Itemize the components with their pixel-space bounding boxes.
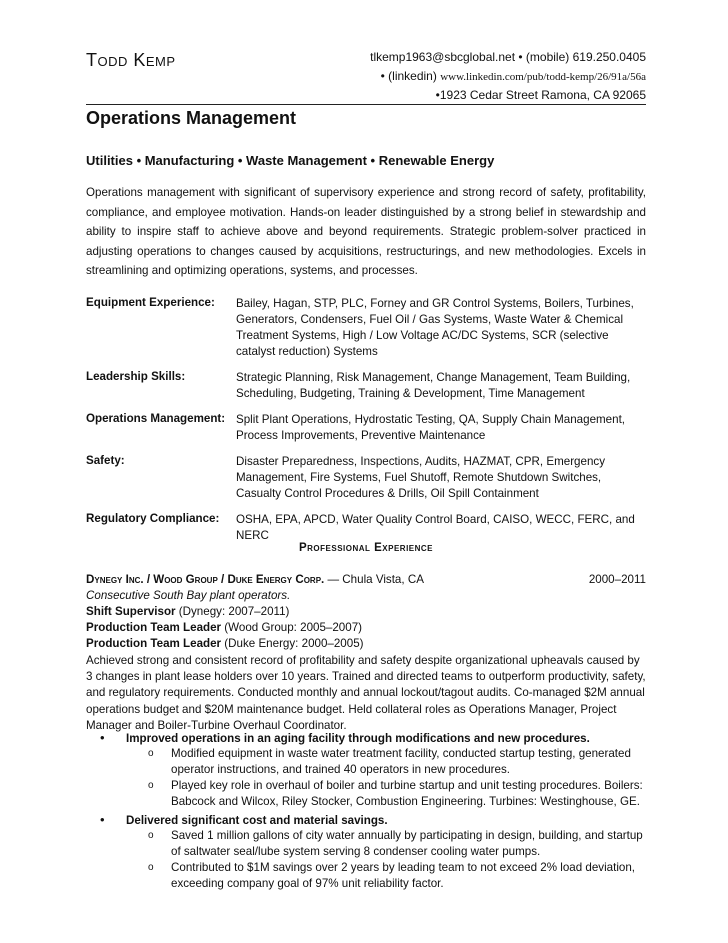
resume-page [86,0,646,943]
summary-paragraph: Operations management with significant of supervisory experience and strong record of safety, profitability, compliance, and employee motivation. Hands-on leader distinguished by a strong belief in stewardship and ability to inspire staff to achieve above and beyond requirements. Strategic problem-solver practiced in adjusting operations to changes caused by acquisitions, restructurings, and new methodologies. Excels in streamlining and optimizing operations, systems, and processes. [86,186,646,278]
linkedin-url[interactable]: www.linkedin.com/pub/todd-kemp/26/91a/56a [440,71,646,83]
job-location: — Chula Vista, CA [324,573,424,586]
circle-bullet-icon: o [148,830,154,841]
job-company: Dynegy Inc. / Wood Group / Duke Energy Corp. [86,573,325,586]
skill-label: Operations Management: [86,412,226,425]
skill-label: Safety: [86,454,125,467]
linkedin-prefix: • (linkedin) [380,69,441,83]
job-role [86,604,289,620]
achievement-heading: Delivered significant cost and material savings. [126,814,388,827]
role-title: Production Team Leader [86,637,222,650]
header-divider [86,104,646,105]
job-header [86,572,646,588]
skill-label: Leadership Skills: [86,370,186,383]
bullet-icon: • [100,812,105,827]
candidate-name: Todd Kemp [86,50,176,70]
skill-value: Disaster Preparedness, Inspections, Audits, HAZMAT, CPR, Emergency Management, Fire Systems, Fuel Shutoff, Remote Shutdown Switches, Casualty Control Procedures & Drills, Oil Spill Containment [236,455,605,500]
achievement-item: Modified equipment in waste water treatment facility, conducted startup testing, generated operator instructions, and trained 40 operators in new procedures. [171,747,631,776]
achievement-heading: Improved operations in an aging facility through modifications and new procedures. [126,732,590,745]
contact-email-phone: tlkemp1963@sbcglobal.net • (mobile) 619.250.0405 [370,50,646,64]
role-title: Shift Supervisor [86,605,176,618]
circle-bullet-icon: o [148,862,154,873]
skill-value: OSHA, EPA, APCD, Water Quality Control Board, CAISO, WECC, FERC, and NERC [236,513,635,542]
role-detail: (Wood Group: 2005–2007) [221,621,363,634]
skill-value: Strategic Planning, Risk Management, Change Management, Team Building, Scheduling, Budgeting, Training & Development, Time Management [236,371,631,400]
achievement-item: Played key role in overhaul of boiler and turbine startup and unit testing procedures. Boilers: Babcock and Wilcox, Riley Stocker, Combustion Engineering. Turbines: Westinghouse, GE. [171,779,643,808]
experience-heading: Professional Experience [298,542,434,554]
circle-bullet-icon: o [148,748,154,759]
achievement-item: Saved 1 million gallons of city water annually by participating in design, building, and startup of saltwater seal/lube system serving 8 condenser cooling water pumps. [171,829,643,858]
job-dates: 2000–2011 [588,573,646,586]
role-title: Production Team Leader [86,621,222,634]
achievement-item: Contributed to $1M savings over 2 years by leading team to not exceed 2% load deviation, exceeding company goal of 97% unit reliability factor. [171,861,636,890]
job-subtitle: Consecutive South Bay plant operators. [86,589,291,602]
industries-line: Utilities • Manufacturing • Waste Management • Renewable Energy [86,153,495,168]
role-detail: (Dynegy: 2007–2011) [175,605,290,618]
skill-value: Split Plant Operations, Hydrostatic Testing, QA, Supply Chain Management, Process Improvements, Preventive Maintenance [236,413,626,442]
skill-label: Regulatory Compliance: [86,512,220,525]
skill-label: Equipment Experience: [86,296,215,309]
skill-value: Bailey, Hagan, STP, PLC, Forney and GR Control Systems, Boilers, Turbines, Generators, Condensers, Fuel Oil / Gas Systems, Waste Water & Chemical Treatment Systems, High / Low Voltage AC/DC Systems, SCR (selective catalyst reduction) Systems [236,297,634,358]
job-role [86,620,362,636]
bullet-icon: • [100,730,105,745]
contact-address: •1923 Cedar Street Ramona, CA 92065 [435,88,646,102]
job-role [86,636,364,652]
role-detail: (Duke Energy: 2000–2005) [221,637,364,650]
job-description: Achieved strong and consistent record of profitability and safety despite organizational upheavals caused by 3 changes in plant lease holders over 10 years. Trained and directed teams to outperform productivity, safety, and regulatory requirements. Conducted monthly and annual lockout/tagout audits. Co-managed $2M annual operations budget and $20M maintenance budget. Held collateral roles as Operations Manager, Project Manager and Boiler-Turbine Overhaul Coordinator. [86,654,646,732]
contact-linkedin [381,67,646,87]
resume-title: Operations Management [86,108,297,128]
circle-bullet-icon: o [148,780,154,791]
